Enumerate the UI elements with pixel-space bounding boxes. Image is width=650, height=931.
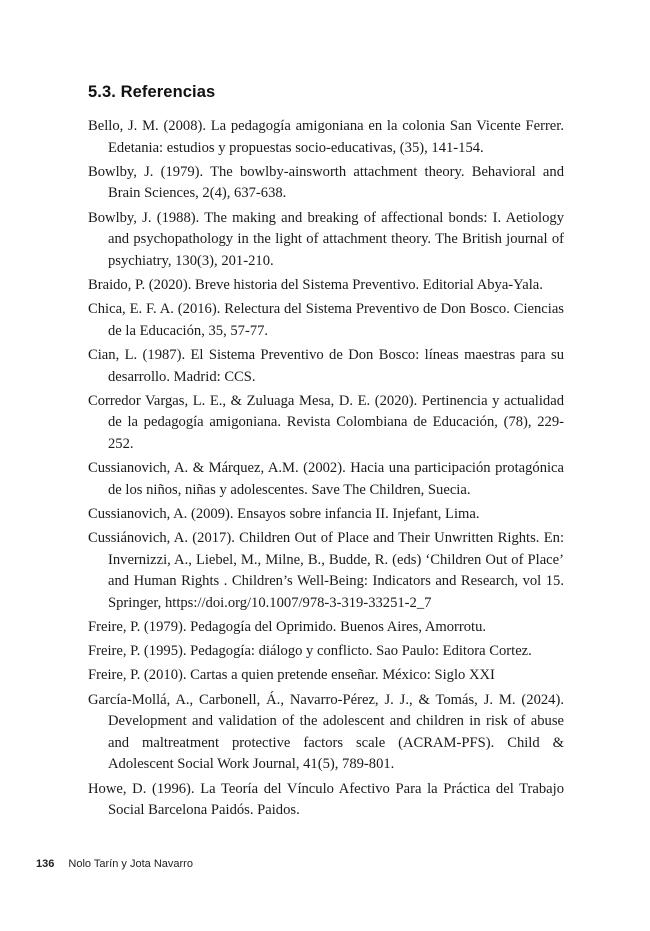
reference-entry: Bowlby, J. (1979). The bowlby-ainsworth attachment theory. Behavioral and Brain Sciences, 2(4), 637-638. bbox=[88, 163, 564, 202]
section-title: 5.3. Referencias bbox=[88, 83, 216, 101]
running-footer-authors: Nolo Tarín y Jota Navarro bbox=[68, 858, 193, 870]
reference-entry: Cussianovich, A. & Márquez, A.M. (2002). Hacia una participación protagónica de los niños, niñas y adolescentes. Save The Children, Suecia. bbox=[88, 460, 564, 498]
reference-entry: Freire, P. (1979). Pedagogía del Oprimido. Buenos Aires, Amorrotu. bbox=[88, 619, 487, 635]
reference-entry: Bello, J. M. (2008). La pedagogía amigoniana en la colonia San Vicente Ferrer. Edetania: estudios y propuestas socio-educativas, (35), 141-154. bbox=[88, 118, 564, 156]
reference-entry: García-Mollá, A., Carbonell, Á., Navarro-Pérez, J. J., & Tomás, J. M. (2024). Development and validation of the adolescent and children in risk of abuse and maltreatment protective factors scale (ACRAM-PFS). Child & Adolescent Social Work Journal, 41(5), 789-801. bbox=[88, 691, 564, 773]
reference-entry: Cussianovich, A. (2009). Ensayos sobre infancia II. Injefant, Lima. bbox=[88, 505, 480, 522]
page-number: 136 bbox=[36, 858, 55, 870]
reference-entry: Freire, P. (1995). Pedagogía: diálogo y conflicto. Sao Paulo: Editora Cortez. bbox=[88, 643, 532, 660]
reference-entry: Bowlby, J. (1988). The making and breaking of affectional bonds: I. Aetiology and psychopathology in the light of attachment theory. The British journal of psychiatry, 130(3), 201-210. bbox=[88, 209, 564, 269]
page-footer bbox=[36, 858, 193, 870]
reference-entry: Chica, E. F. A. (2016). Relectura del Sistema Preventivo de Don Bosco. Ciencias de la Educación, 35, 57-77. bbox=[88, 301, 564, 339]
reference-list bbox=[88, 116, 564, 824]
reference-entry: Corredor Vargas, L. E., & Zuluaga Mesa, D. E. (2020). Pertinencia y actualidad de la pedagogía amigoniana. Revista Colombiana de Educación, (78), 229-252. bbox=[88, 392, 564, 452]
reference-entry: Cussiánovich, A. (2017). Children Out of Place and Their Unwritten Rights. En: Invernizzi, A., Liebel, M., Milne, B., Budde, R. (eds) ‘Children Out of Place’ and Human Rights . Children’s Well-Being: Indicators and Research, vol 15. Springer, https://doi.org/10.1007/978-3-319-33251-2_7 bbox=[88, 530, 564, 611]
reference-entry: Cian, L. (1987). El Sistema Preventivo de Don Bosco: líneas maestras para su desarrollo. Madrid: CCS. bbox=[88, 346, 564, 385]
reference-entry: Freire, P. (2010). Cartas a quien pretende enseñar. México: Siglo XXI bbox=[88, 667, 495, 684]
reference-entry: Braido, P. (2020). Breve historia del Sistema Preventivo. Editorial Abya-Yala. bbox=[88, 276, 543, 293]
reference-entry: Howe, D. (1996). La Teoría del Vínculo Afectivo Para la Práctica del Trabajo Social Barcelona Paidós. Paidos. bbox=[88, 780, 564, 819]
